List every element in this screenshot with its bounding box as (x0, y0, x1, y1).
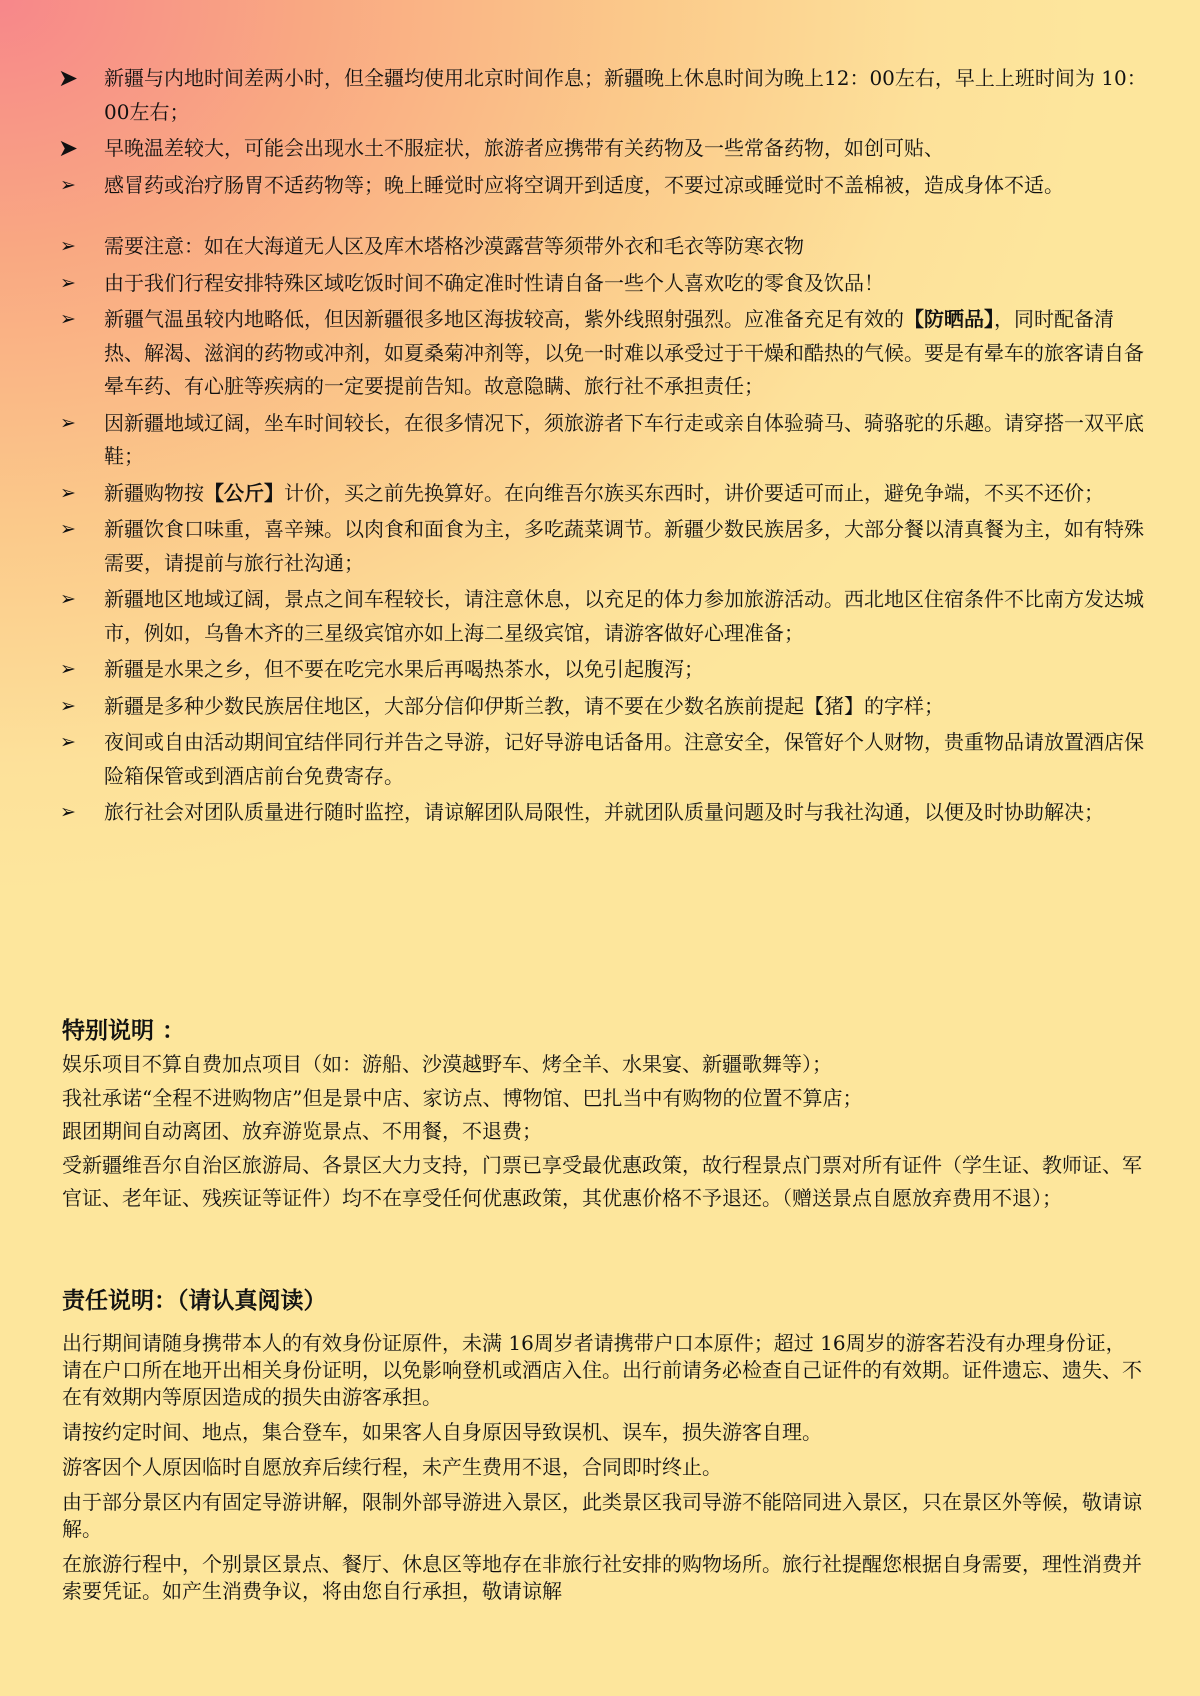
arrow-right-icon: ➢ (60, 411, 76, 434)
special-notes-body (62, 1048, 1142, 1216)
responsibility-line: 出行期间请随身携带本人的有效身份证原件，未满 16周岁者请携带户口本原件；超过 16周岁的游客若没有办理身份证，请在户口所在地开出相关身份证明，以免影响登机或酒店入住。出行前请务必检查自己证件的有效期。证件遗忘、遗失、不在有效期内等原因造成的损失由游客承担。 (62, 1331, 1142, 1409)
arrow-right-icon: ➢ (60, 173, 76, 196)
arrow-right-icon: ➢ (60, 731, 76, 753)
special-line: 受新疆维吾尔自治区旅游局、各景区大力支持，门票已享受最优惠政策，故行程景点门票对所有证件（学生证、教师证、军官证、老年证、残疾证等证件）均不在享受任何优惠政策，其优惠价格不予退还。（赠送景点自愿放弃费用不退）； (62, 1152, 1142, 1210)
sunscreen-highlight: 【防晒品】 (904, 307, 994, 331)
list-item: ➢ 新疆地区地域辽阔，景点之间车程较长，请注意休息，以充足的体力参加旅游活动。西北地区住宿条件不比南方发达城市，例如，乌鲁木齐的三星级宾馆亦如上海二星级宾馆，请游客做好心理准备； (58, 583, 1148, 650)
list-item: ➢ 由于我们行程安排特殊区域吃饭时间不确定准时性请自备一些个人喜欢吃的零食及饮品！ (58, 267, 1148, 301)
special-line: 跟团期间自动离团、放弃游览景点、不用餐，不退费； (62, 1119, 542, 1143)
arrow-right-icon: ➢ (60, 518, 76, 540)
arrow-right-icon: ➢ (60, 481, 76, 504)
list-item: ➢ 新疆是多种少数民族居住地区，大部分信仰伊斯兰教，请不要在少数名族前提起【猪】的字样； (58, 690, 1148, 724)
special-notes-title: 特别说明 ： (62, 1018, 186, 1044)
arrow-right-icon: ➢ (60, 694, 76, 717)
responsibility-line: 由于部分景区内有固定导游讲解，限制外部导游进入景区，此类景区我司导游不能陪同进入景区，只在景区外等候，敬请谅解。 (62, 1490, 1142, 1541)
list-item: ➢ 新疆是水果之乡，但不要在吃完水果后再喝热茶水，以免引起腹泻； (58, 653, 1148, 687)
list-item: ➢ 新疆饮食口味重，喜辛辣。以肉食和面食为主，多吃蔬菜调节。新疆少数民族居多，大部分餐以清真餐为主，如有特殊需要，请提前与旅行社沟通； (58, 513, 1148, 580)
kilogram-highlight: 【公斤】 (204, 480, 284, 505)
arrow-right-icon: ➢ (60, 271, 76, 294)
special-line: 娱乐项目不算自费加点项目（如：游船、沙漠越野车、烤全羊、水果宴、新疆歌舞等）； (62, 1052, 832, 1076)
list-item: ➢ 因新疆地域辽阔，坐车时间较长，在很多情况下，须旅游者下车行走或亲自体验骑马、骑骆驼的乐趣。请穿搭一双平底鞋； (58, 407, 1148, 474)
list-item: ➤ 新疆与内地时间差两小时，但全疆均使用北京时间作息；新疆晚上休息时间为晚上12：00左右，早上上班时间为 10：00左右； (58, 64, 1147, 124)
arrow-right-icon: ➢ (60, 235, 76, 257)
arrow-right-icon: ➢ (60, 588, 76, 610)
responsibility-title: 责任说明：（请认真阅读） (62, 1288, 327, 1314)
arrow-right-icon: ➤ (58, 134, 79, 162)
arrow-right-icon: ➢ (60, 308, 76, 330)
responsibility-body (62, 1330, 1142, 1613)
list-item: ➢ 需要注意：如在大海道无人区及库木塔格沙漠露营等须带外衣和毛衣等防寒衣物 (58, 230, 1148, 264)
list-item: ➢ 新疆购物按【公斤】计价，买之前先换算好。在向维吾尔族买东西时，讲价要适可而止，避免争端，不买不还价； (58, 477, 1148, 511)
list-item: ➢ 感冒药或治疗肠胃不适药物等；晚上睡觉时应将空调开到适度，不要过凉或睡觉时不盖棉被，造成身体不适。 (58, 169, 1148, 203)
responsibility-line: 在旅游行程中，个别景区景点、餐厅、休息区等地存在非旅行社安排的购物场所。旅行社提醒您根据自身需要，理性消费并索要凭证。如产生消费争议，将由您自行承担，敬请谅解 (62, 1552, 1142, 1603)
list-item: ➢ 夜间或自由活动期间宜结伴同行并告之导游，记好导游电话备用。注意安全，保管好个人财物，贵重物品请放置酒店保险箱保管或到酒店前台免费寄存。 (58, 726, 1148, 793)
arrow-right-icon: ➤ (58, 64, 79, 92)
responsibility-line: 请按约定时间、地点，集合登车，如果客人自身原因导致误机、误车，损失游客自理。 (62, 1420, 822, 1444)
arrow-right-icon: ➢ (60, 658, 76, 680)
list-item: ➢ 新疆气温虽较内地略低，但因新疆很多地区海拔较高，紫外线照射强烈。应准备充足有效的【防晒品】，同时配备清热、解渴、滋润的药物或冲剂，如夏桑菊冲剂等，以免一时难以承受过于干燥和酷热的气候。要是有晕车的旅客请自备晕车药、有心脏等疾病的一定要提前告知。故意隐瞒、旅行社不承担责任； (58, 303, 1148, 404)
list-item: ➢ 旅行社会对团队质量进行随时监控，请谅解团队局限性，并就团队质量问题及时与我社沟通，以便及时协助解决； (58, 796, 1148, 830)
special-line: 我社承诺“全程不进购物店”但是景中店、家访点、博物馆、巴扎当中有购物的位置不算店； (62, 1085, 863, 1110)
travel-tips-list (58, 62, 1148, 833)
arrow-right-icon: ➢ (60, 801, 76, 823)
list-item: ➤ 早晚温差较大，可能会出现水土不服症状，旅游者应携带有关药物及一些常备药物，如创可贴、 (58, 132, 1148, 166)
responsibility-line: 游客因个人原因临时自愿放弃后续行程，未产生费用不退，合同即时终止。 (62, 1455, 722, 1479)
